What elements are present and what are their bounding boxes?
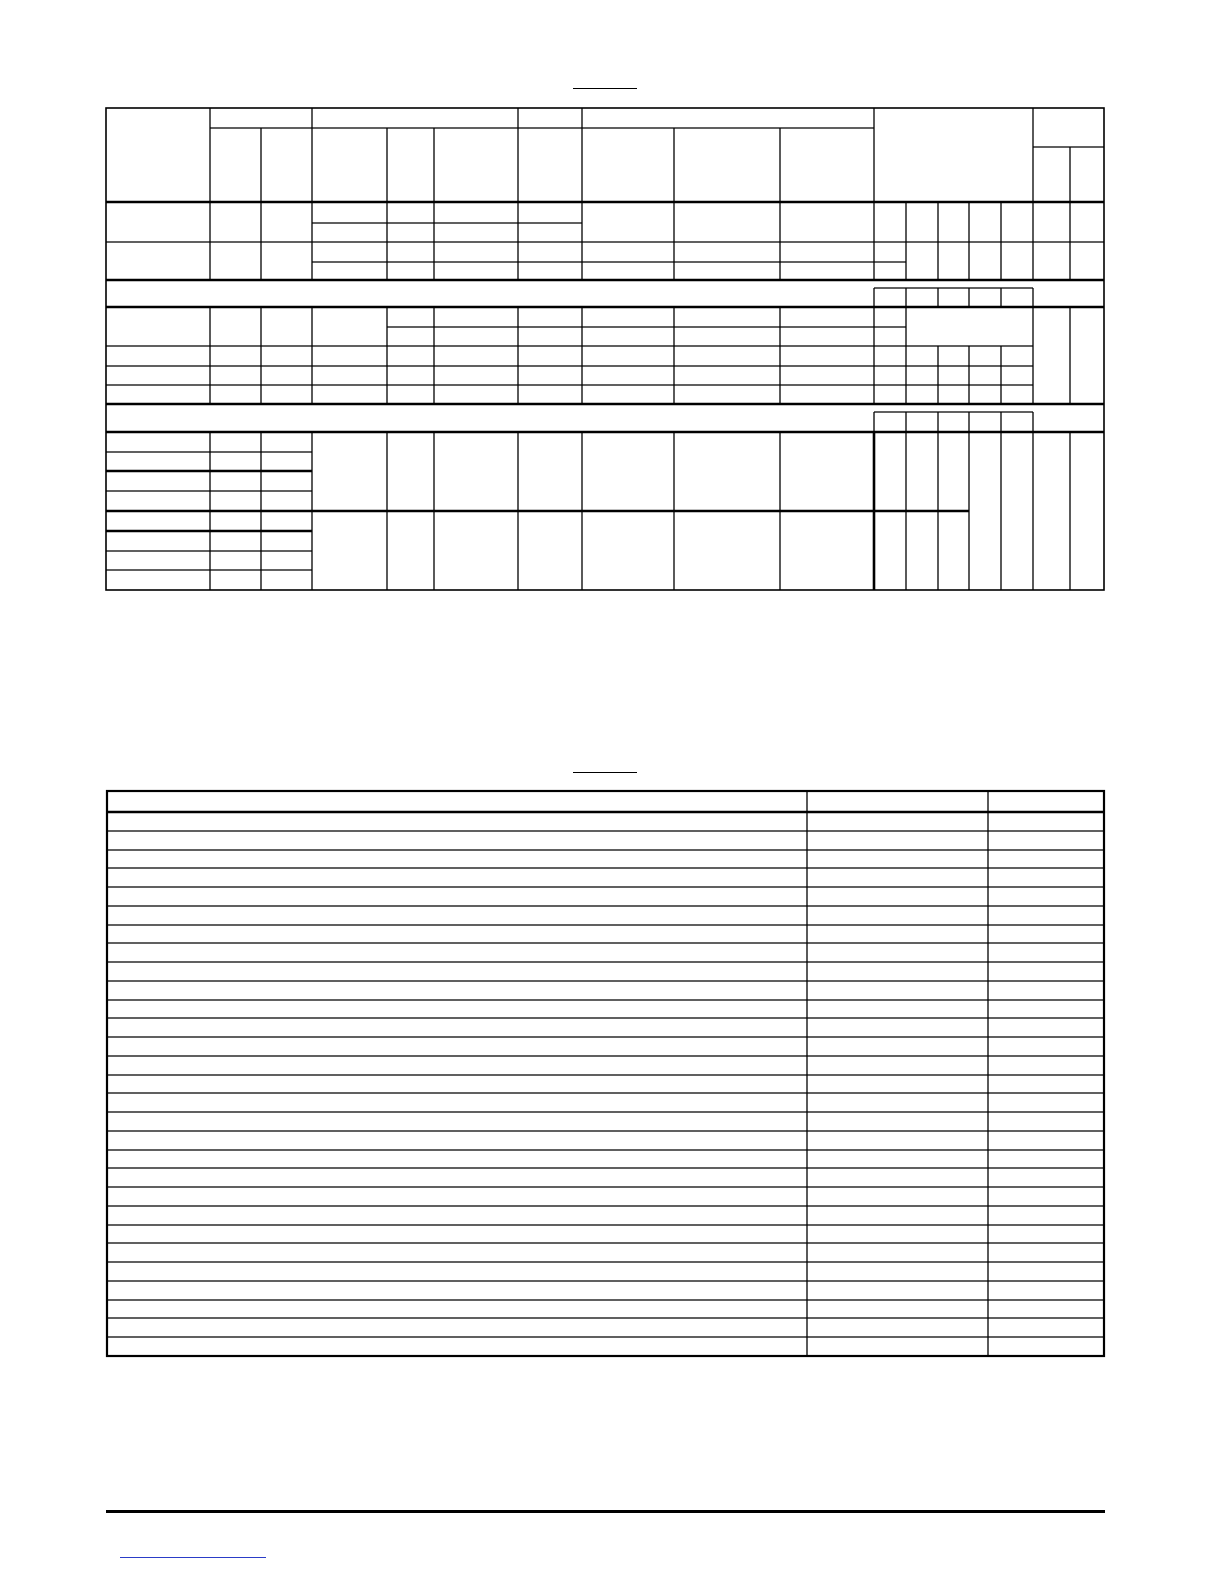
table-2-rows [107,831,1104,1337]
footer-rule [106,1510,1105,1513]
table-2-border [107,791,1104,1356]
footer-link-underline [120,1557,266,1558]
footer-link[interactable] [120,1540,266,1556]
